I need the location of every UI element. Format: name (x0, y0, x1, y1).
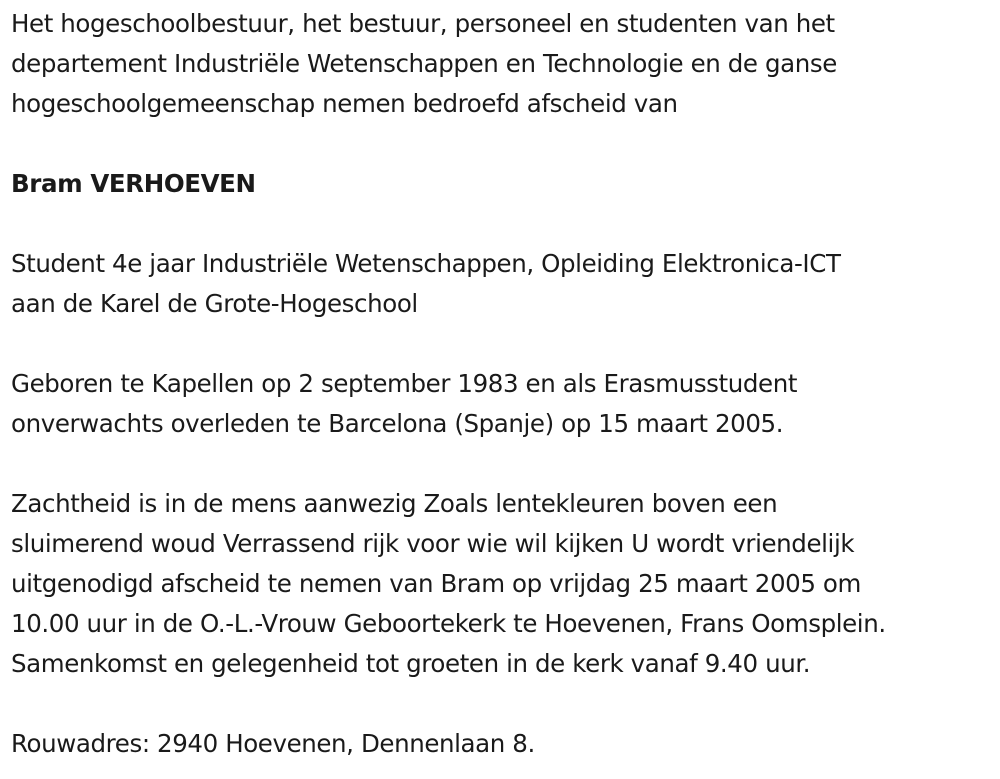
birth-death-paragraph (11, 364, 1000, 444)
intro-line: departement Industriële Wetenschappen en Technologie en de ganse (11, 49, 837, 78)
spacer (11, 204, 1000, 244)
study-line: Student 4e jaar Industriële Wetenschappen, Opleiding Elektronica-ICT (11, 249, 841, 278)
spacer (11, 444, 1000, 484)
mourning-address: Rouwadres: 2940 Hoevenen, Dennenlaan 8. (11, 729, 535, 758)
spacer (11, 124, 1000, 164)
ceremony-paragraph (11, 484, 1000, 684)
spacer (11, 684, 1000, 724)
ceremony-line: uitgenodigd afscheid te nemen van Bram op vrijdag 25 maart 2005 om (11, 569, 861, 598)
deceased-name: Bram VERHOEVEN (11, 169, 256, 198)
study-paragraph (11, 244, 1000, 324)
study-line: aan de Karel de Grote-Hogeschool (11, 289, 418, 318)
spacer (11, 324, 1000, 364)
intro-paragraph (11, 4, 1000, 124)
ceremony-line: Zachtheid is in de mens aanwezig Zoals lentekleuren boven een (11, 489, 778, 518)
intro-line: hogeschoolgemeenschap nemen bedroefd afscheid van (11, 89, 678, 118)
ceremony-line: Samenkomst en gelegenheid tot groeten in de kerk vanaf 9.40 uur. (11, 649, 811, 678)
ceremony-line: sluimerend woud Verrassend rijk voor wie wil kijken U wordt vriendelijk (11, 529, 855, 558)
birth-death-line: Geboren te Kapellen op 2 september 1983 en als Erasmusstudent (11, 369, 798, 398)
ceremony-line: 10.00 uur in de O.-L.-Vrouw Geboortekerk te Hoevenen, Frans Oomsplein. (11, 609, 886, 638)
birth-death-line: onverwachts overleden te Barcelona (Spanje) op 15 maart 2005. (11, 409, 784, 438)
intro-line: Het hogeschoolbestuur, het bestuur, personeel en studenten van het (11, 9, 835, 38)
